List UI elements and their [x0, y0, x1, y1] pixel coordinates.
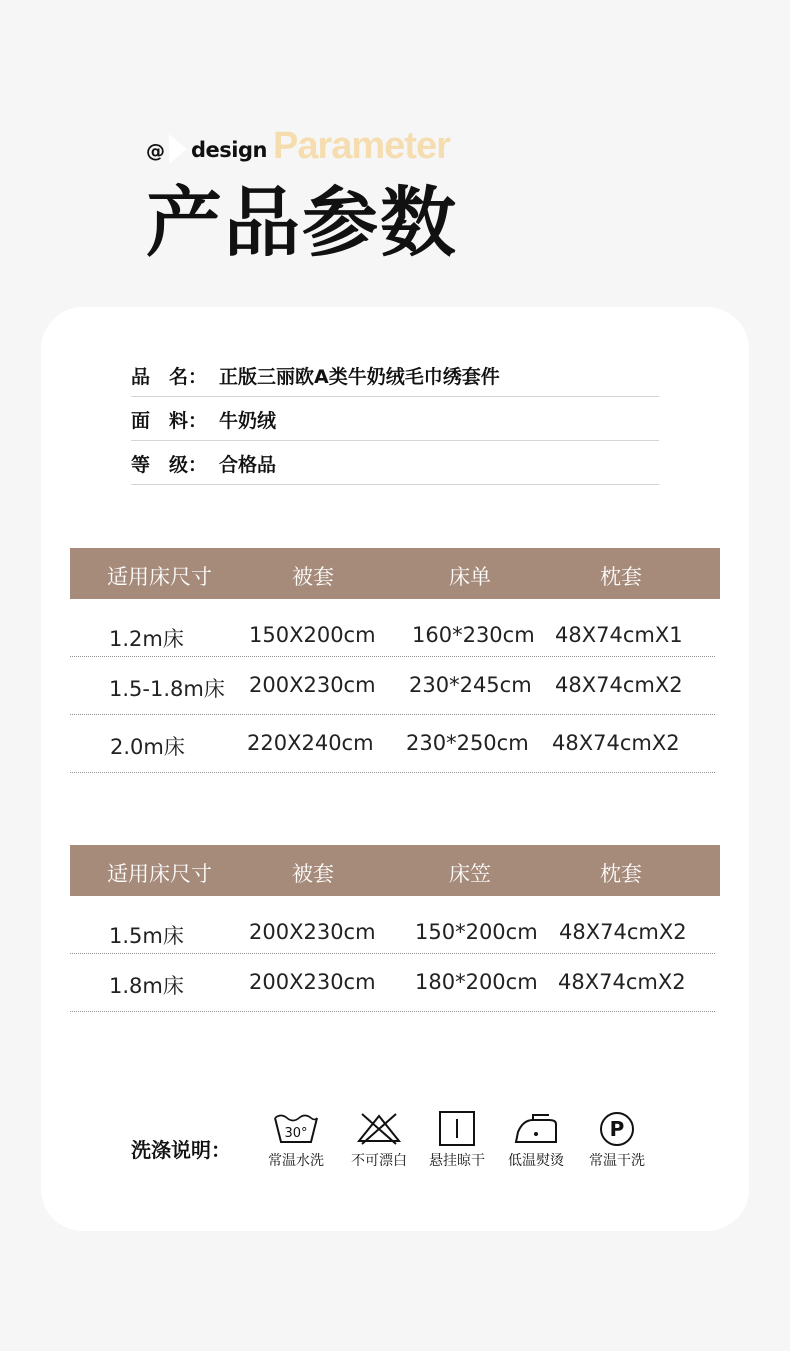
- table-cell: 1.5m床: [109, 924, 184, 948]
- header-cell: 被套: [292, 862, 334, 886]
- parameter-card: [41, 307, 749, 1231]
- info-key: 面 料：: [131, 409, 208, 432]
- care-text: 常温干洗: [589, 1153, 645, 1169]
- at-symbol: @: [146, 140, 165, 162]
- care-item: [422, 1110, 492, 1170]
- header-cell: 枕套: [600, 862, 642, 886]
- table-row: [70, 954, 715, 1012]
- header-cell: 床单: [449, 565, 491, 589]
- care-item: [501, 1110, 571, 1170]
- header-cell: 枕套: [600, 565, 642, 589]
- care-instructions: [131, 1110, 691, 1180]
- info-row-name: [131, 354, 659, 397]
- care-text: 常温水洗: [268, 1153, 324, 1169]
- table-cell: 1.2m床: [109, 627, 184, 651]
- table-cell: 2.0m床: [110, 735, 185, 759]
- table-row: [70, 599, 715, 657]
- header: [146, 120, 706, 268]
- eyebrow: [146, 120, 706, 166]
- wash-temp-text: 30°: [284, 1126, 308, 1141]
- info-row-fabric: [131, 398, 659, 441]
- table-cell: 48X74cmX2: [552, 731, 680, 755]
- table-row: [70, 715, 715, 773]
- care-item: [261, 1110, 331, 1170]
- table-cell: 48X74cmX2: [558, 970, 686, 994]
- table-row: [70, 657, 715, 715]
- hang-dry-icon: [432, 1110, 482, 1146]
- info-value: 牛奶绒: [219, 409, 277, 432]
- dry-clean-p-icon: [592, 1110, 642, 1146]
- header-cell: 适用床尺寸: [107, 862, 212, 886]
- play-triangle-icon: [169, 134, 187, 164]
- table-cell: 180*200cm: [415, 970, 538, 994]
- table-cell: 160*230cm: [412, 623, 535, 647]
- header-cell: 被套: [292, 565, 334, 589]
- care-text: 不可漂白: [351, 1153, 407, 1169]
- table-cell: 1.8m床: [109, 974, 184, 998]
- table-cell: 220X240cm: [247, 731, 374, 755]
- table-header: [70, 845, 720, 896]
- info-value: 正版三丽欧A类牛奶绒毛巾绣套件: [219, 365, 500, 388]
- table-cell: 1.5-1.8m床: [109, 677, 225, 701]
- table-cell: 200X230cm: [249, 970, 376, 994]
- low-iron-icon: [511, 1110, 561, 1146]
- table-header: [70, 548, 720, 599]
- wash-30-icon: [271, 1110, 321, 1146]
- table-cell: 200X230cm: [249, 920, 376, 944]
- header-cell: 适用床尺寸: [107, 565, 212, 589]
- table-cell: 48X74cmX2: [555, 673, 683, 697]
- table-cell: 230*250cm: [406, 731, 529, 755]
- parameter-label: Parameter: [272, 125, 450, 167]
- table-cell: 230*245cm: [409, 673, 532, 697]
- table-cell: 48X74cmX1: [555, 623, 683, 647]
- size-table-1: [70, 548, 720, 773]
- table-row: [70, 896, 715, 954]
- table-cell: 150*200cm: [415, 920, 538, 944]
- design-label: design: [191, 138, 267, 162]
- care-label: 洗涤说明：: [131, 1138, 231, 1162]
- product-info: [131, 353, 659, 485]
- info-key: 等 级：: [131, 453, 208, 476]
- care-item: [344, 1110, 414, 1170]
- header-cell: 床笠: [449, 862, 491, 886]
- table-cell: 150X200cm: [249, 623, 376, 647]
- table-cell: 48X74cmX2: [559, 920, 687, 944]
- page-title: 产品参数: [146, 178, 458, 267]
- info-row-grade: [131, 442, 659, 485]
- care-text: 悬挂晾干: [429, 1153, 485, 1169]
- info-key: 品 名：: [131, 365, 208, 388]
- no-bleach-icon: [354, 1110, 404, 1146]
- dry-clean-letter: P: [609, 1117, 625, 1141]
- care-text: 低温熨烫: [508, 1153, 564, 1169]
- table-cell: 200X230cm: [249, 673, 376, 697]
- size-table-2: [70, 845, 720, 1012]
- info-value: 合格品: [219, 453, 277, 476]
- care-item: [582, 1110, 652, 1170]
